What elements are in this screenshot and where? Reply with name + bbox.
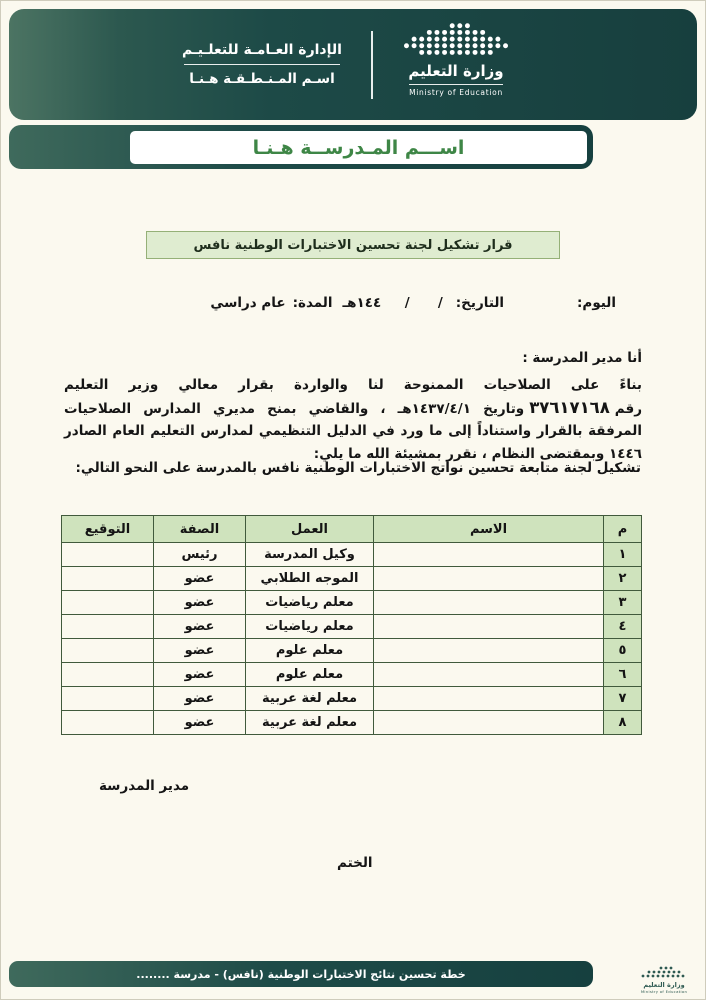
committee-table: [61, 515, 642, 735]
cell-work: معلم لغة عربية: [246, 711, 374, 735]
col-header-name: الاسم: [374, 516, 604, 543]
day-label: اليوم:: [577, 295, 616, 311]
ministry-logo-english-wordmark: Ministry of Education: [409, 84, 503, 97]
cell-name: [374, 567, 604, 591]
decision-title-box: [146, 231, 560, 259]
duration-value: عام دراسي: [210, 295, 286, 311]
cell-role: عضو: [154, 591, 246, 615]
table-row: [62, 543, 642, 567]
stamp-label: الختم: [337, 855, 373, 871]
cell-num: ٢: [604, 567, 642, 591]
table-row: [62, 687, 642, 711]
cell-role: عضو: [154, 615, 246, 639]
date-value-blanks: / / ١٤٤هـ: [342, 295, 443, 311]
col-header-num: م: [604, 516, 642, 543]
cell-work: وكيل المدرسة: [246, 543, 374, 567]
committee-table-wrapper: [64, 515, 642, 735]
cell-name: [374, 663, 604, 687]
cell-role: عضو: [154, 567, 246, 591]
cell-signature: [62, 543, 154, 567]
cell-signature: [62, 615, 154, 639]
cell-name: [374, 591, 604, 615]
header-band: [9, 9, 697, 120]
principal-signature-label: مدير المدرسة: [99, 778, 190, 794]
col-header-signature: التوقيع: [62, 516, 154, 543]
region-block: [174, 42, 350, 87]
cell-signature: [62, 567, 154, 591]
committee-formation-line: تشكيل لجنة متابعة تحسين نواتج الاختبارات الوطنية نافس بالمدرسة على النحو التالي:: [75, 460, 641, 476]
footer-logo-arabic-wordmark: وزارة التعليم: [643, 981, 685, 989]
cell-work: معلم رياضيات: [246, 615, 374, 639]
cell-work: معلم لغة عربية: [246, 687, 374, 711]
school-name-text: اســـم المـدرســة هـنـا: [252, 136, 465, 159]
paragraph-after-number: وتاريخ ١٤٣٧/٤/١هـ ، والقاضي بمنح مديري المدارس الصلاحيات المرفقة بالقرار واستناداً إلى ما ورد في الدليل التنظيمي لمدارس التعليم العام الصادر ١٤٤٦ وبمقتضى النظام ، نقرر بمشيئة الله ما يلي:: [64, 400, 642, 462]
cell-work: معلم رياضيات: [246, 591, 374, 615]
decree-number: ٣٧٦١٧١٦٨: [529, 397, 610, 417]
cell-role: عضو: [154, 663, 246, 687]
date-line: [61, 295, 616, 311]
decree-paragraph: [64, 374, 642, 465]
table-row: [62, 591, 642, 615]
col-header-work: العمل: [246, 516, 374, 543]
cell-num: ٣: [604, 591, 642, 615]
cell-role: عضو: [154, 639, 246, 663]
ministry-logo-dots-icon: [397, 21, 515, 61]
duration-label: المدة:: [292, 295, 333, 311]
cell-name: [374, 687, 604, 711]
school-name-box: [130, 131, 587, 164]
table-row: [62, 663, 642, 687]
ministry-footer-logo: [633, 965, 695, 994]
cell-signature: [62, 591, 154, 615]
cell-signature: [62, 711, 154, 735]
cell-num: ٧: [604, 687, 642, 711]
cell-num: ٨: [604, 711, 642, 735]
ministry-logo: [385, 21, 527, 99]
cell-name: [374, 543, 604, 567]
cell-num: ٤: [604, 615, 642, 639]
cell-num: ٦: [604, 663, 642, 687]
cell-work: معلم علوم: [246, 663, 374, 687]
region-separator-line: [184, 64, 340, 65]
cell-num: ٥: [604, 639, 642, 663]
paragraph-before-number: بناءً على الصلاحيات الممنوحة لنا والواردة بقرار معالي وزير التعليم رقم: [64, 377, 642, 417]
footer-bar: [9, 961, 593, 987]
ministry-logo-arabic-wordmark: وزارة التعليم: [408, 62, 504, 80]
cell-name: [374, 615, 604, 639]
col-header-role: الصفة: [154, 516, 246, 543]
cell-work: معلم علوم: [246, 639, 374, 663]
header-vertical-divider: [371, 31, 373, 99]
date-label: التاريخ:: [455, 295, 505, 311]
cell-role: عضو: [154, 711, 246, 735]
decision-title-text: قرار تشكيل لجنة تحسين الاختبارات الوطنية نافس: [193, 237, 513, 253]
cell-signature: [62, 663, 154, 687]
cell-name: [374, 711, 604, 735]
cell-signature: [62, 639, 154, 663]
table-row: [62, 639, 642, 663]
department-title: الإدارة العـامـة للتعلـيـم: [182, 42, 342, 58]
cell-name: [374, 639, 604, 663]
region-name: اسـم المـنـطـقـة هـنـا: [189, 71, 335, 87]
cell-role: رئيس: [154, 543, 246, 567]
table-row: [62, 567, 642, 591]
cell-num: ١: [604, 543, 642, 567]
table-row: [62, 711, 642, 735]
intro-line: أنا مدير المدرسة :: [522, 350, 642, 366]
table-header-row: [62, 516, 642, 543]
table-row: [62, 615, 642, 639]
footer-text: خطة تحسين نتائج الاختبارات الوطنية (نافس) - مدرسة ........: [136, 967, 466, 981]
cell-role: عضو: [154, 687, 246, 711]
cell-work: الموجه الطلابي: [246, 567, 374, 591]
ministry-footer-logo-dots-icon: [636, 965, 692, 981]
footer-logo-english-wordmark: Ministry of Education: [640, 989, 688, 994]
cell-signature: [62, 687, 154, 711]
